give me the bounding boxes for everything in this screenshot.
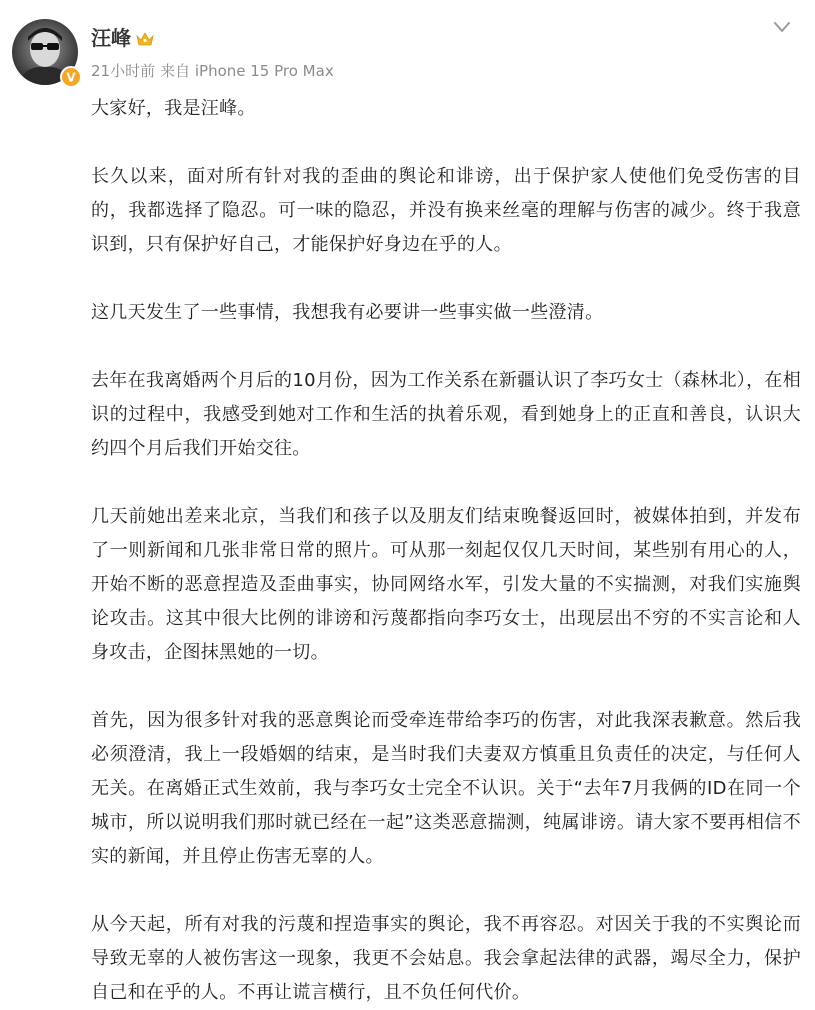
post-paragraph: 几天前她出差来北京，当我们和孩子以及朋友们结束晚餐返回时，被媒体拍到，并发布了一则新闻和几张非常日常的照片。可从那一刻起仅仅几天时间，某些别有用心的人，开始不断的恶意捏造及歪曲事实，协同网络水军，引发大量的不实揣测，对我们实施舆论攻击。这其中很大比例的诽谤和污蔑都指向李巧女士，出现层出不穷的不实言论和人身攻击，企图抹黑她的一切。 (91, 506, 801, 663)
post-paragraph: 大家好，我是汪峰。 (91, 98, 256, 119)
post-meta (91, 60, 334, 82)
post-paragraph: 从今天起，所有对我的污蔑和捏造事实的舆论，我不再容忍。对因关于我的不实舆论而导致无辜的人被伤害这一现象，我更不会姑息。我会拿起法律的武器，竭尽全力，保护自己和在乎的人。不再让谎言横行，且不负任何代价。 (91, 914, 801, 1003)
post-paragraph: 长久以来，面对所有针对我的歪曲的舆论和诽谤，出于保护家人使他们免受伤害的目的，我都选择了隐忍。可一味的隐忍，并没有换来丝毫的理解与伤害的减少。终于我意识到，只有保护好自己，才能保护好身边在乎的人。 (91, 166, 801, 255)
post-header (0, 0, 815, 92)
post-body (91, 92, 801, 1010)
svg-text:V: V (66, 70, 76, 85)
chevron-down-icon[interactable] (770, 16, 794, 38)
post-time: 21小时前 (91, 62, 156, 80)
post-paragraph: 首先，因为很多针对我的恶意舆论而受牵连带给李巧的伤害，对此我深表歉意。然后我必须澄清，我上一段婚姻的结束，是当时我们夫妻双方慎重且负责任的决定，与任何人无关。在离婚正式生效前，我与李巧女士完全不认识。关于“去年7月我俩的ID在同一个城市，所以说明我们那时就已经在一起”这类恶意揣测，纯属诽谤。请大家不要再相信不实的新闻，并且停止伤害无辜的人。 (91, 710, 801, 867)
post-paragraph: 这几天发生了一些事情，我想我有必要讲一些事实做一些澄清。 (91, 302, 604, 323)
author-name[interactable]: 汪峰 (91, 26, 131, 50)
verified-badge-icon (60, 66, 82, 88)
post-source: 来自 iPhone 15 Pro Max (160, 62, 334, 80)
crown-icon (135, 31, 155, 47)
post-paragraph: 去年在我离婚两个月后的10月份，因为工作关系在新疆认识了李巧女士（森林北），在相识的过程中，我感受到她对工作和生活的执着乐观，看到她身上的正直和善良，认识大约四个月后我们开始交往。 (91, 370, 801, 459)
